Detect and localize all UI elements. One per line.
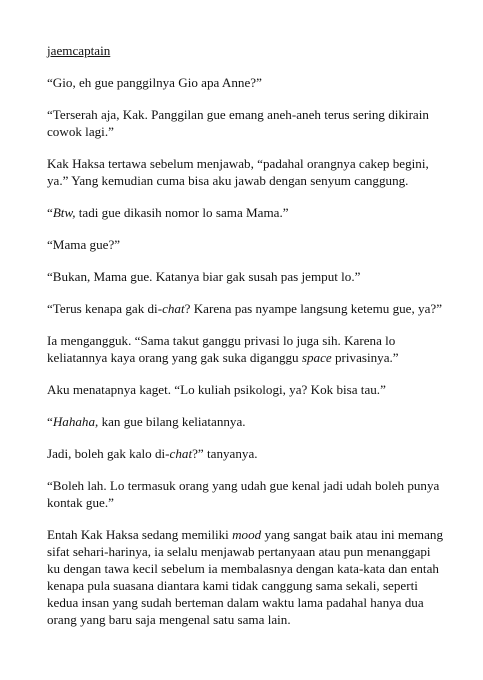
text-run: yang sangat baik atau ini memang sifat sehari-harinya, ia selalu menjawab pertanyaan atau pun menanggapi ku dengan tawa kecil sebelum ia membalasnya dengan kata-kata dan entah kenapa pula suasana diantara kami tidak canggung sama sekali, seperti kedua insan yang sudah berteman dalam waktu lama padahal hanya dua orang yang baru saja mengenal satu sama lain.	[47, 527, 444, 627]
italic-text: space	[301, 350, 332, 365]
paragraph	[47, 381, 443, 398]
paragraph	[47, 445, 443, 462]
text-run: Ia mengangguk. “Sama takut ganggu privasi lo juga sih. Karena lo keliatannya kaya orang yang gak suka diganggu	[47, 333, 396, 365]
text-run: “	[47, 205, 53, 220]
text-run: Aku menatapnya kaget. “Lo kuliah psikologi, ya? Kok bisa tau.”	[47, 382, 386, 397]
paragraph	[47, 204, 443, 221]
italic-text: mood	[232, 527, 262, 542]
paragraph	[47, 74, 443, 91]
paragraph	[47, 300, 443, 317]
text-run: “Bukan, Mama gue. Katanya biar gak susah pas jemput lo.”	[47, 269, 361, 284]
paragraph	[47, 332, 443, 366]
document-page	[47, 42, 443, 643]
paragraph	[47, 526, 443, 628]
text-run: “Terus kenapa gak di-	[47, 301, 163, 316]
paragraph	[47, 106, 443, 140]
text-run: “Gio, eh gue panggilnya Gio apa Anne?”	[47, 75, 262, 90]
text-run: privasinya.”	[331, 350, 399, 365]
text-run: Jadi, boleh gak kalo di-	[47, 446, 170, 461]
text-run: “Mama gue?”	[47, 237, 121, 252]
italic-text: Hahaha	[52, 414, 96, 429]
paragraph	[47, 477, 443, 511]
text-run: “	[47, 414, 53, 429]
text-run: tadi gue dikasih nomor lo sama Mama.”	[75, 205, 289, 220]
text-run: ? Karena pas nyampe langsung ketemu gue, ya?”	[184, 301, 443, 316]
italic-text: Btw,	[52, 205, 76, 220]
story-body	[47, 74, 443, 628]
text-run: Entah Kak Haksa sedang memiliki	[47, 527, 233, 542]
paragraph	[47, 236, 443, 253]
paragraph	[47, 413, 443, 430]
italic-text: chat	[162, 301, 185, 316]
paragraph	[47, 268, 443, 285]
italic-text: chat	[169, 446, 193, 461]
text-run: , kan gue bilang keliatannya.	[95, 414, 246, 429]
text-run: Kak Haksa tertawa sebelum menjawab, “padahal orangnya cakep begini, ya.” Yang kemudian cuma bisa aku jawab dengan senyum canggung.	[47, 156, 429, 188]
text-run: “Terserah aja, Kak. Panggilan gue emang aneh-aneh terus sering dikirain cowok lagi.”	[47, 107, 429, 139]
text-run: ?” tanyanya.	[192, 446, 258, 461]
text-run: “Boleh lah. Lo termasuk orang yang udah gue kenal jadi udah boleh punya kontak gue.”	[47, 478, 440, 510]
paragraph	[47, 155, 443, 189]
author-name: jaemcaptain	[47, 43, 111, 58]
